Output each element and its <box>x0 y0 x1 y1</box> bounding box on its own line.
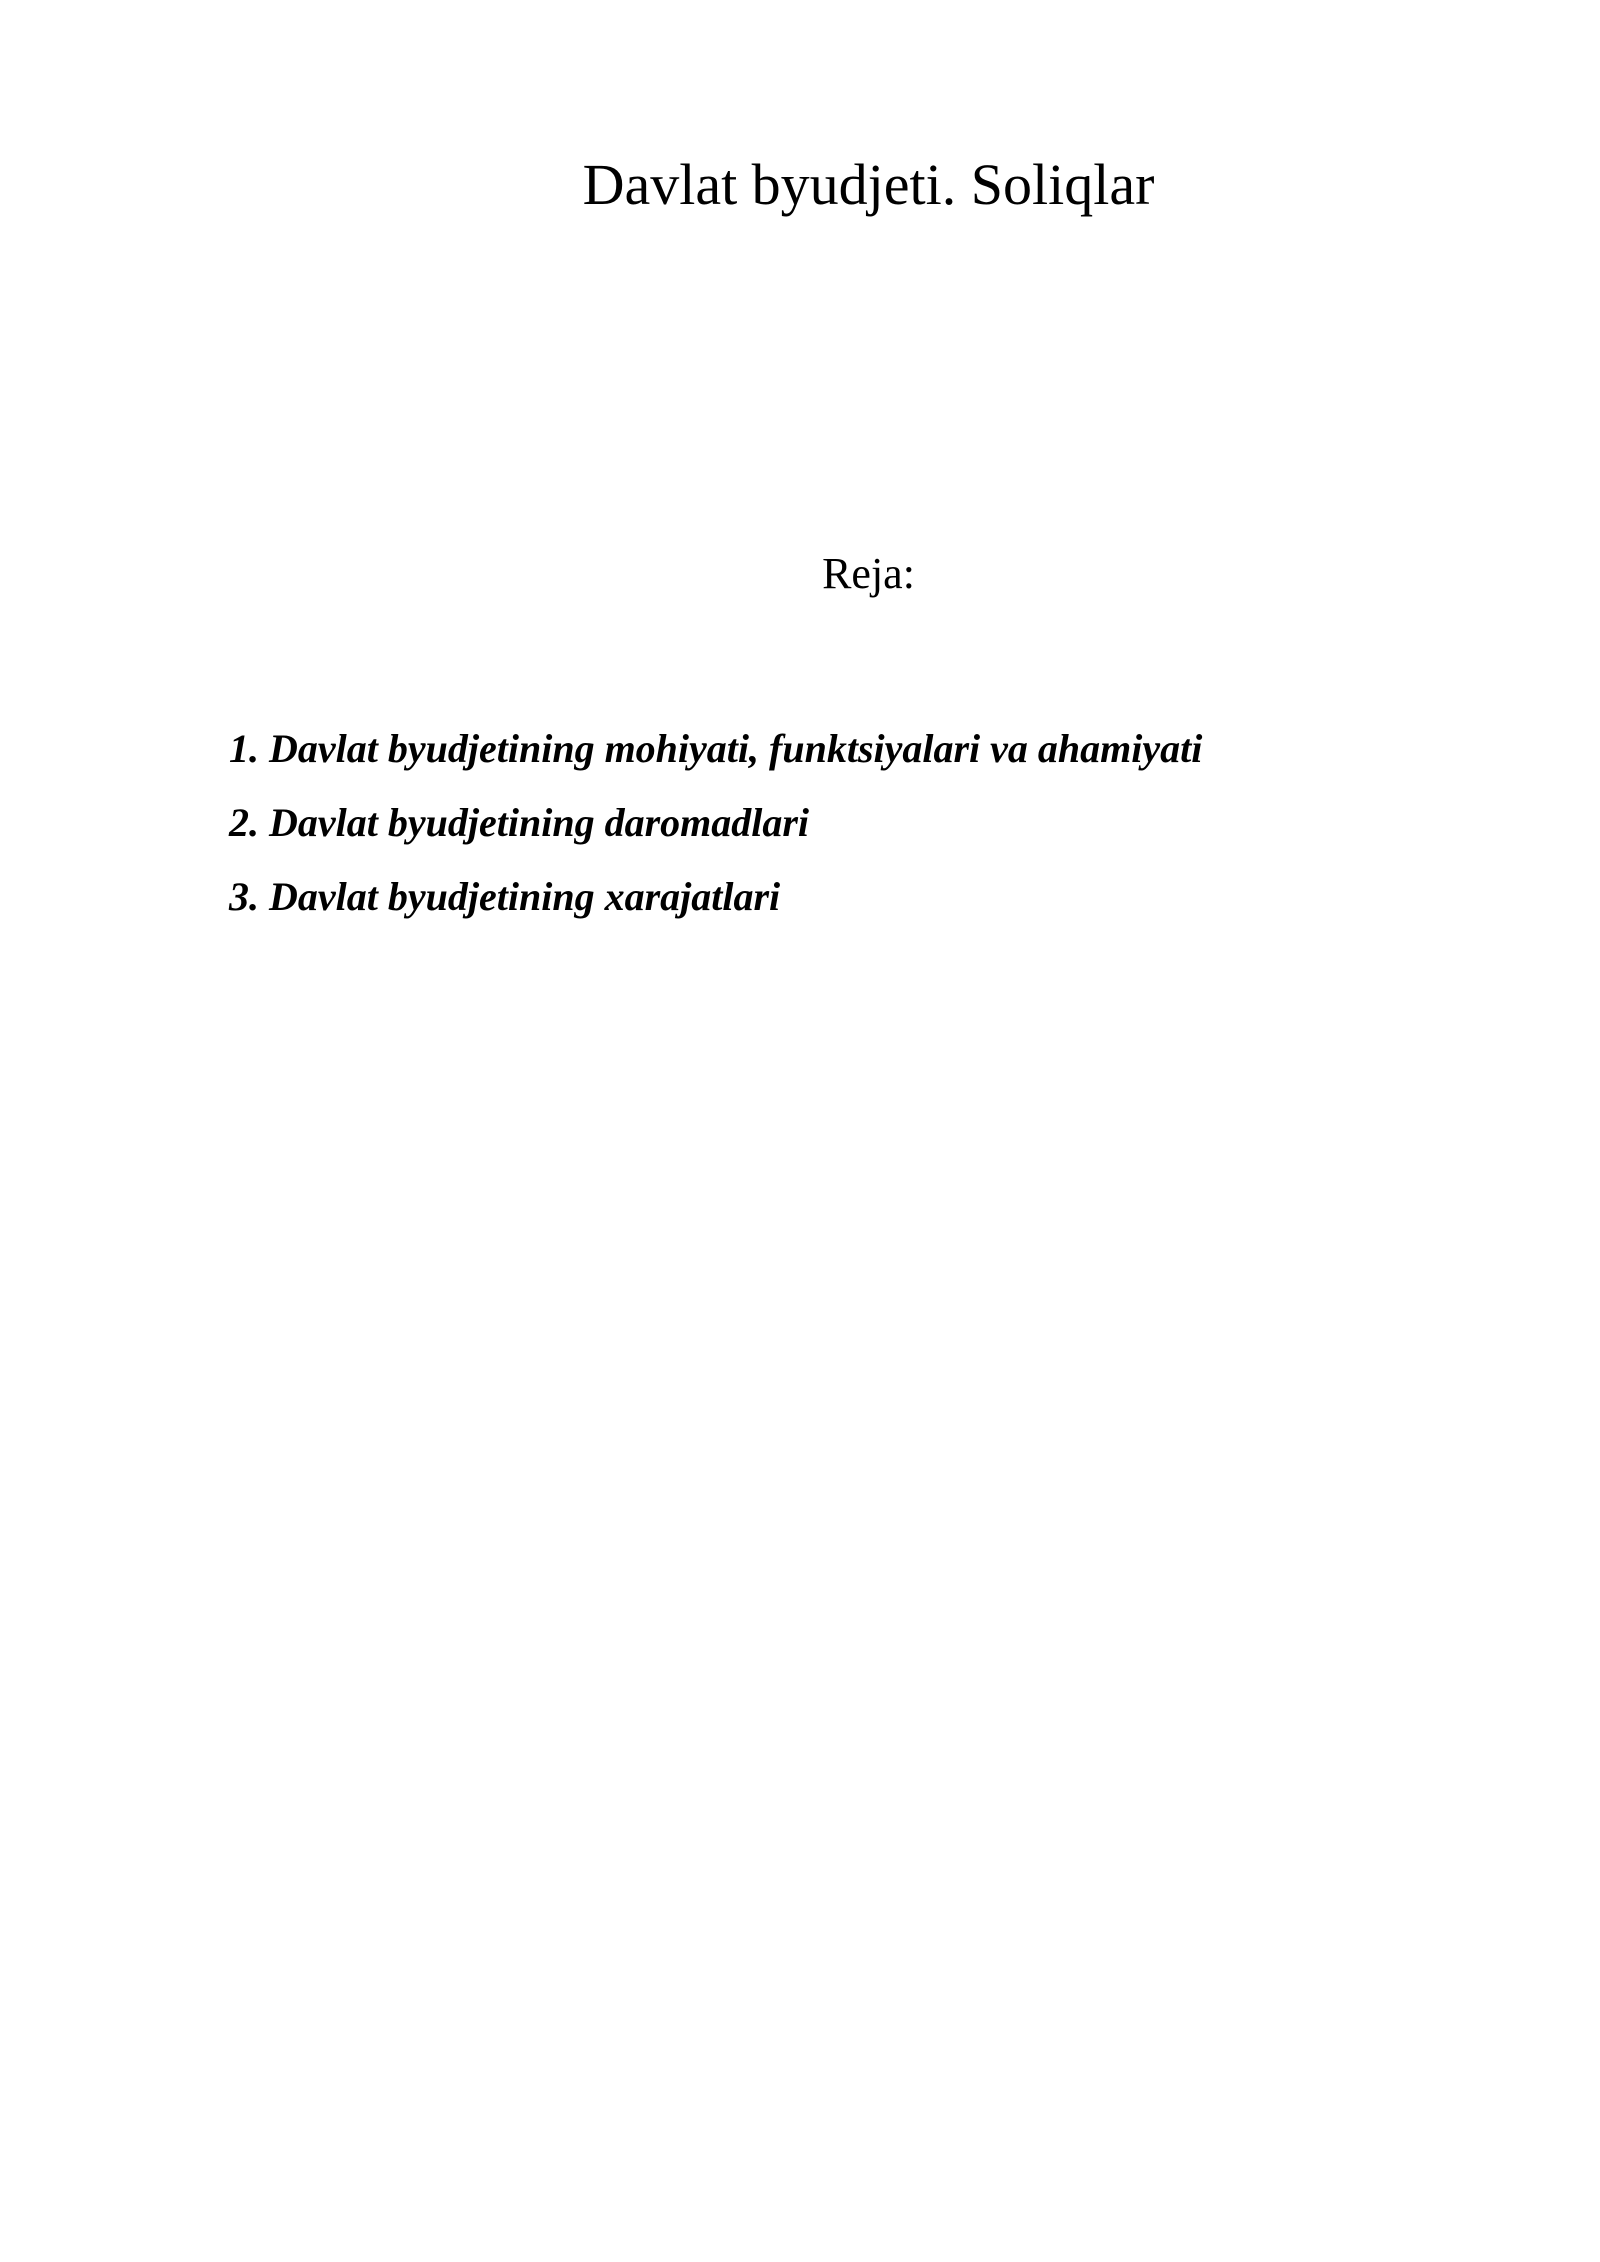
plan-heading: Reja: <box>822 549 915 598</box>
plan-list <box>229 712 1202 934</box>
document-title: Davlat byudjeti. Soliqlar <box>582 152 1155 217</box>
plan-item-2: 2. Davlat byudjetining daromadlari <box>229 800 810 845</box>
plan-item-1: 1. Davlat byudjetining mohiyati, funktsiyalari va ahamiyati <box>229 726 1203 771</box>
plan-item-3: 3. Davlat byudjetining xarajatlari <box>229 874 781 919</box>
